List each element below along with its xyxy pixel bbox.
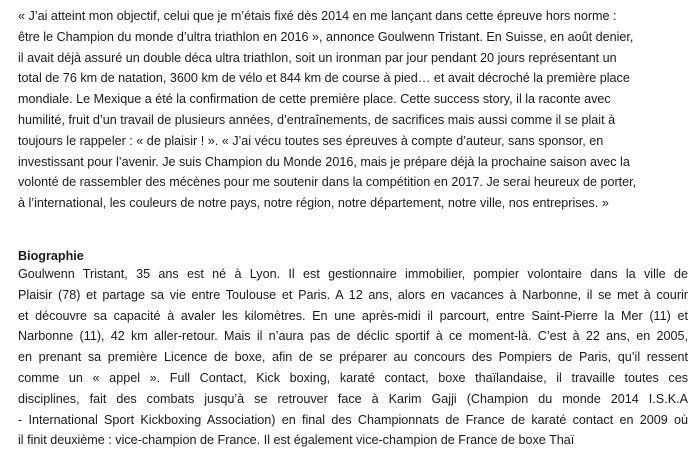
biography-line: Narbonne (11), 42 km aller-retour. Mais il n’aura pas de déclic sportif à ce moment-là. C’est à 22 ans, en 2005, <box>18 329 688 344</box>
biography-line: - International Sport Kickboxing Association) en final des Championnats de France de karaté contact en 2009 où <box>18 412 688 427</box>
biography-heading: Biographie <box>18 248 84 263</box>
biography-line: et découvre sa capacité à avaler les kilomètres. En une après-midi il parcourt, entre Saint-Pierre la Mer (11) et <box>18 308 688 323</box>
quote-line: « J’ai atteint mon objectif, celui que je m’étais fixé dès 2014 en me lançant dans cette épreuve hors norme : <box>18 9 617 23</box>
biography-line: en prenant sa première Licence de boxe, afin de se préparer au concours des Pompiers de Paris, qu’il ressent <box>18 350 688 365</box>
biography-section <box>18 249 688 451</box>
biography-line: comme un « appel ». Full Contact, Kick boxing, karaté contact, boxe thaïlandaise, il travaille toutes ces <box>18 370 688 385</box>
biography-line: Plaisir (78) et partage sa vie entre Toulouse et Paris. A 12 ans, alors en vacances à Narbonne, il se met à courir <box>18 287 688 302</box>
quote-line: mondiale. Le Mexique a été la confirmation de cette première place. Cette success story, il la raconte avec <box>18 92 611 107</box>
quote-line: être le Champion du monde d’ultra triathlon en 2016 », annonce Goulwenn Tristant. En Suisse, en août denier, <box>18 29 634 44</box>
biography-line: disciplines, fait des combats jusqu’à se retrouver face à Karim Gajji (Champion du monde 2014 I.S.K.A <box>18 391 688 406</box>
quote-line: toujours le rappeler : « de plaisir ! ». « J’ai vécu toutes ses épreuves à compte d’auteur, sans sponsor, en <box>18 133 604 148</box>
quote-line: volonté de rassembler des mécènes pour me soutenir dans la compétition en 2017. Je serai heureux de porter, <box>18 175 637 190</box>
quote-line: à l’international, les couleurs de notre pays, notre région, notre département, notre ville, nos entreprises. » <box>18 196 609 211</box>
quote-line: total de 76 km de natation, 3600 km de vélo et 844 km de course à pied… et avait décroché la première place <box>18 71 630 86</box>
biography-line: Goulwenn Tristant, 35 ans est né à Lyon. Il est gestionnaire immobilier, pompier volontaire dans la ville de <box>18 266 688 281</box>
document-page <box>18 6 688 451</box>
quote-paragraph <box>18 6 688 214</box>
quote-line: il avait déjà assuré un double déca ultra triathlon, soit un ironman par jour pendant 20 jours représentant un <box>18 50 617 65</box>
quote-line: humilité, fruit d’un travail de plusieurs années, d’entraînements, de sacrifices mais aussi comme il se plait à <box>18 112 616 127</box>
quote-line: investissant pour l’avenir. Je suis Champion du Monde 2016, mais je prépare déjà la prochaine saison avec la <box>18 154 630 169</box>
biography-line: il finit deuxième : vice-champion de France. Il est également vice-champion de France de boxe Thaï <box>18 433 575 448</box>
